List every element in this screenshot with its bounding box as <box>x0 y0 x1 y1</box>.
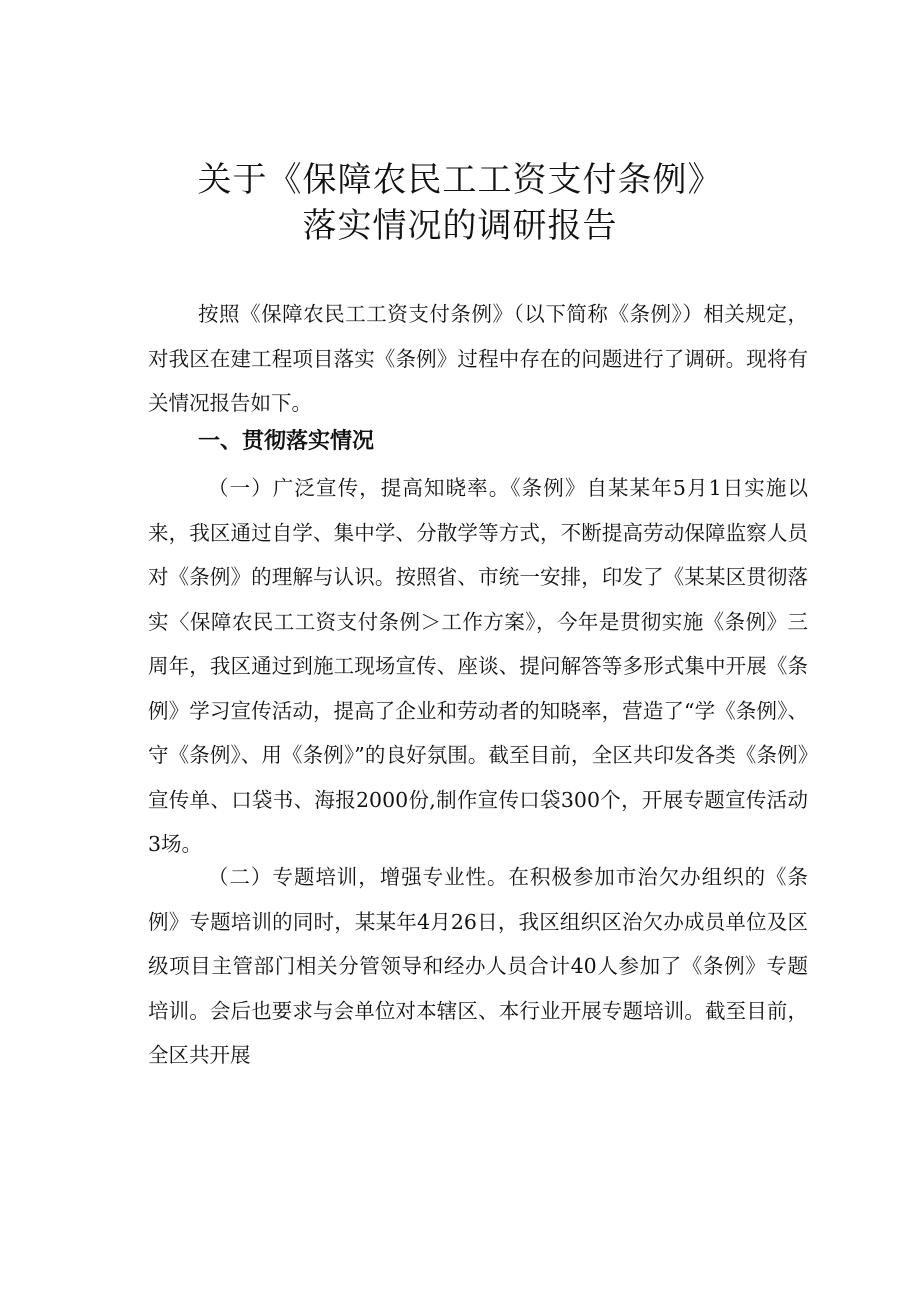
title-line-2: 落实情况的调研报告 <box>302 206 618 246</box>
section-1-paragraph-1: （一）广泛宣传，提高知晓率。《条例》自某某年5月1日实施以来，我区通过自学、集中学、分散学等方式，不断提高劳动保障监察人员对《条例》的理解与认识。按照省、市统一安排，印发了《某某区贯彻落实〈保障农民工工资支付条例＞工作方案》，今年是贯彻实施《条例》三周年，我区通过到施工现场宣传、座谈、提问解答等多形式集中开展《条例》学习宣传活动，提高了企业和劳动者的知晓率，营造了“学《条例》、守《条例》、用《条例》”的良好氛围。截至目前，全区共印发各类《条例》宣传单、口袋书、海报2000份,制作宣传口袋300个，开展专题宣传活动3场。 <box>148 476 808 856</box>
title-line-1: 关于《保障农民工工资支付条例》 <box>197 160 723 200</box>
section-1-heading: 一、贯彻落实情况 <box>198 429 375 454</box>
section-1-paragraph-2: （二）专题培训，增强专业性。在积极参加市治欠办组织的《条例》专题培训的同时，某某年4月26日，我区组织区治欠办成员单位及区级项目主管部门相关分管领导和经办人员合计40人参加了《条例》专题培训。会后也要求与会单位对本辖区、本行业开展专题培训。截至目前，全区共开展 <box>148 865 808 1067</box>
intro-paragraph: 按照《保障农民工工资支付条例》（以下简称《条例》）相关规定，对我区在建工程项目落实《条例》过程中存在的问题进行了调研。现将有关情况报告如下。 <box>148 302 808 415</box>
